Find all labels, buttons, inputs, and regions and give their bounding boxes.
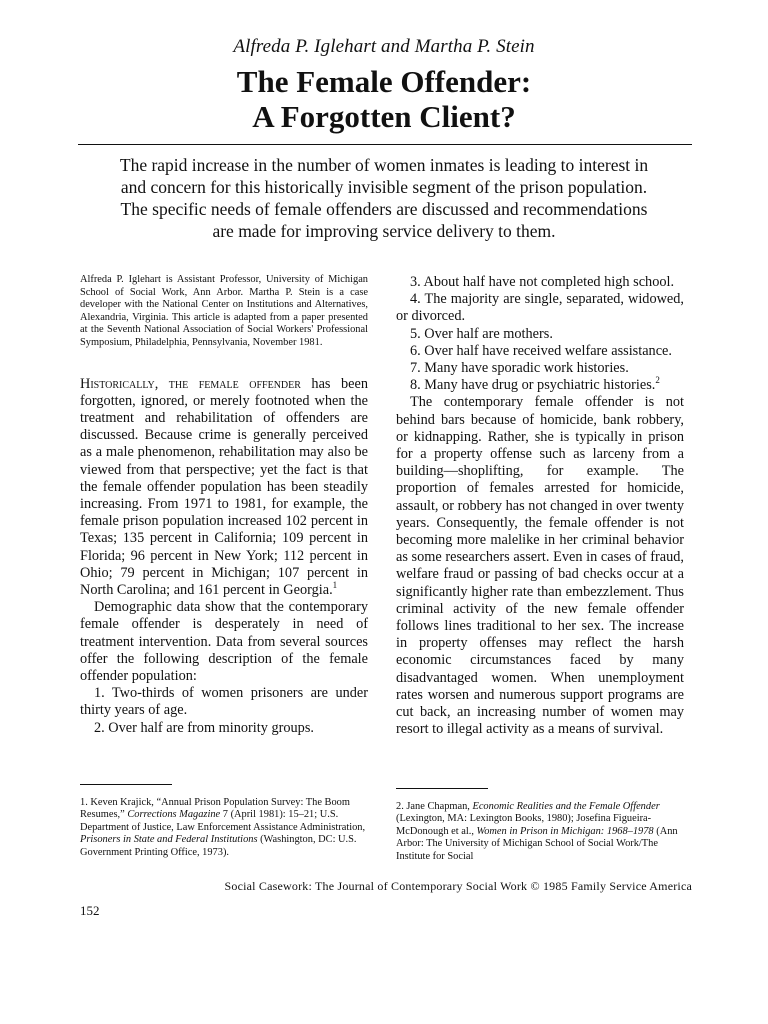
body-paragraph xyxy=(80,376,368,600)
page-number: 152 xyxy=(80,903,100,918)
footnote-italic: Economic Realities and the Female Offender xyxy=(472,801,660,812)
footnote-marker: 2 xyxy=(655,375,660,386)
right-footnotes xyxy=(396,782,686,863)
paragraph-lead: Historically, the female offender xyxy=(80,375,301,392)
journal-footer: Social Casework: The Journal of Contemporary Social Work © 1985 Family Service America xyxy=(224,879,692,893)
footnote-text: (Washington, DC: U.S. Government Printing Office, 1973). xyxy=(80,834,357,858)
body-paragraph: The contemporary female offender is not behind bars because of homicide, bank robbery, or kidnapping. Rather, she is typically in prison for a property offense such as larceny from a building—shoplifting, for example. The proportion of females arrested for homicide, assault, or robbery has not changed in over twenty years. Consequently, the female offender is not becoming more malelike in her criminal behavior as some researchers assert. Even in cases of fraud, welfare fraud or passing of bad checks occur at a significantly higher rate than embezzlement. Thus criminal activity of the new female offender follows lines traditional to her sex. The increase in property offenses may reflect the harsh economic circumstances faced by many disadvantaged women. When unemployment rates worsen and numerous support programs are cut back, an increasing number of women may resort to illegal activity as a means of survival. xyxy=(396,394,684,738)
footnote-divider xyxy=(396,788,488,789)
right-body xyxy=(396,274,684,738)
list-item: 7. Many have sporadic work histories. xyxy=(410,360,629,377)
footnote-italic: Prisoners in State and Federal Institutions xyxy=(80,834,258,846)
title-divider xyxy=(78,144,692,145)
list-item-text: 8. Many have drug or psychiatric histories. xyxy=(410,377,656,394)
footnote-text: 7 (April 1981): 15–21; U.S. Department of Justice, Law Enforcement Assistance Administration, xyxy=(80,809,366,833)
article-title xyxy=(0,64,768,134)
footnote-1 xyxy=(80,797,368,859)
footnote-divider xyxy=(80,784,172,785)
list-item: 6. Over half have received welfare assistance. xyxy=(410,342,672,359)
list-item: 1. Two-thirds of women prisoners are under thirty years of age. xyxy=(80,685,368,719)
footnote-italic: Corrections Magazine xyxy=(127,809,221,821)
footnote-2 xyxy=(396,801,686,863)
footnote-italic: Women in Prison in Michigan: 1968–1978 xyxy=(476,825,654,837)
list-item: 2. Over half are from minority groups. xyxy=(94,719,314,736)
title-line-2: A Forgotten Client? xyxy=(252,99,516,134)
footnote-text: (Lexington, MA: Lexington Books, 1980); Josefina Figueira-McDonough et al., xyxy=(396,813,652,837)
left-footnotes xyxy=(80,778,368,859)
list-item: 5. Over half are mothers. xyxy=(410,325,553,342)
body-paragraph: Demographic data show that the contemporary female offender is desperately in need of treatment intervention. Data from several sources offer the following description of the female offender population: xyxy=(80,599,368,685)
left-body xyxy=(80,376,368,737)
footnote-text: 2. Jane Chapman, xyxy=(396,801,473,812)
title-line-1: The Female Offender: xyxy=(236,64,532,99)
list-item: 4. The majority are single, separated, widowed, or divorced. xyxy=(396,291,684,325)
article-authors: Alfreda P. Iglehart and Martha P. Stein xyxy=(233,36,535,57)
footnote-marker: 1 xyxy=(332,580,338,591)
list-item xyxy=(396,377,684,394)
list-item: 3. About half have not completed high school. xyxy=(410,274,675,290)
paragraph-text: has been forgotten, ignored, or merely footnoted when the treatment and rehabilitation of offenders are discussed. Because crime is generally perceived as a male phenomenon, rehabilitation may also be viewed from that perspective; yet the fact is that the female offender population has been steadily increasing. From 1971 to 1981, for example, the female prison population increased 102 percent in Texas; 135 percent in California; 109 percent in Florida; 96 percent in New York; 112 percent in Ohio; 79 percent in Michigan; 107 percent in North Carolina; and 161 percent in Georgia. xyxy=(80,375,368,598)
author-bio: Alfreda P. Iglehart is Assistant Professor, University of Michigan School of Social Work, Ann Arbor. Martha P. Stein is a case developer with the National Center on Institutions and Alternatives, Alexandria, Virginia. This article is adapted from a paper presented at the Seventh National Association of Social Workers' Professional Symposium, Philadelphia, Pennsylvania, November 1981. xyxy=(80,274,368,348)
footnote-text: (Ann Arbor: The University of Michigan School of Social Work/The Institute for Social xyxy=(396,825,678,862)
left-column xyxy=(80,274,368,737)
article-abstract: The rapid increase in the number of women inmates is leading to interest in and concern for this historically invisible segment of the prison population. The specific needs of female offenders are discussed and recommendations are made for improving service delivery to them. xyxy=(119,155,649,241)
footnote-text: 1. Keven Krajick, “Annual Prison Population Survey: The Boom Resumes,” xyxy=(80,797,350,821)
right-column xyxy=(396,274,684,738)
